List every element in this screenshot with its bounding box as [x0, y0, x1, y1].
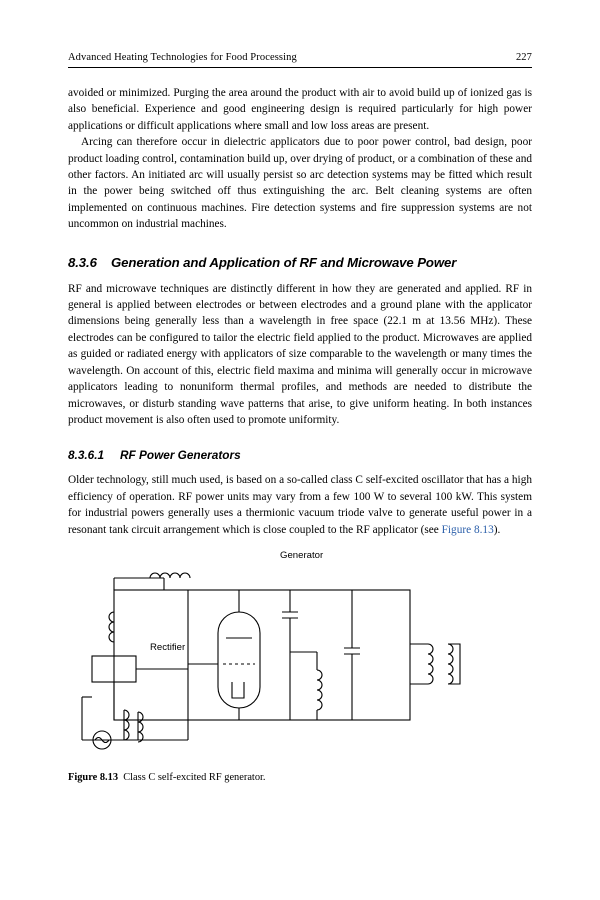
circuit-diagram [68, 549, 532, 757]
running-head-title: Advanced Heating Technologies for Food Processing [68, 52, 297, 63]
subsection-text-before-xref: Older technology, still much used, is based on a so-called class C self-excited oscillator that has a high efficiency of operation. RF power units may vary from a few 100 W to several 100 kW. This system for industrial powers generally uses a thermionic vacuum triode valve to generate useful power in a resonant tank circuit arrangement which is close coupled to the RF applicator (see [68, 474, 532, 536]
paragraph-2: Arcing can therefore occur in dielectric applicators due to poor power control, bad design, poor product loading control, contamination build up, over drying of product, or a combination of these and other factors. An initiated arc will usually persist so arc detection systems may be fitted which result in the power being switched off thus extinguishing the arc. Belt cleaning systems are often implemented on continuous machines. Fire detection systems and fire suppression systems are not uncommon on industrial machines. [68, 136, 532, 231]
figure-label-generator: Generator [280, 549, 324, 561]
subsection-heading [68, 448, 532, 462]
section-number: 8.3.6 [68, 254, 97, 270]
subsection-paragraph [68, 472, 532, 538]
section-heading [68, 255, 532, 270]
subsection-number: 8.3.6.1 [68, 448, 105, 463]
figure-caption-label: Figure 8.13 [68, 771, 119, 783]
subsection-title: RF Power Generators [120, 448, 241, 463]
paragraph-1: avoided or minimized. Purging the area around the product with air to avoid build up of ionized gas is also beneficial. Experience and good engineering design is required particularly for high power applications or difficult applications where small and low loss areas are present. [68, 87, 532, 132]
section-title: Generation and Application of RF and Microwave Power [111, 254, 457, 270]
page-number: 227 [515, 52, 532, 63]
page-header [68, 52, 532, 68]
figure-cross-reference[interactable]: Figure 8.13 [441, 523, 494, 536]
figure-label-rectifier: Rectifier [150, 641, 186, 653]
subsection-text-after-xref: ). [493, 523, 501, 536]
figure-caption-text: Class C self-excited RF generator. [123, 771, 266, 783]
figure-caption [68, 772, 532, 783]
section-paragraph: RF and microwave techniques are distinctly different in how they are generated and applied. RF in general is applied between electrodes or between electrodes and a ground plane with the applicator dimensions being generally less than a wavelength in free space (22.1 m at 13.56 MHz). These electrodes can be configured to tailor the electric field applied to the product. Microwaves are applied as guided or radiated energy with applicators of size comparable to the wavelength or many times the wavelength. On account of this, electric field maxima and minima will generally occur in microwave applicators leading to nonuniform thermal profiles, and methods are needed to distribute the microwaves, or disturb standing wave patterns that arise, to give uniform heating. In both instances product movement is also often used to promote uniformity. [68, 282, 532, 426]
figure-8-13 [68, 549, 532, 764]
